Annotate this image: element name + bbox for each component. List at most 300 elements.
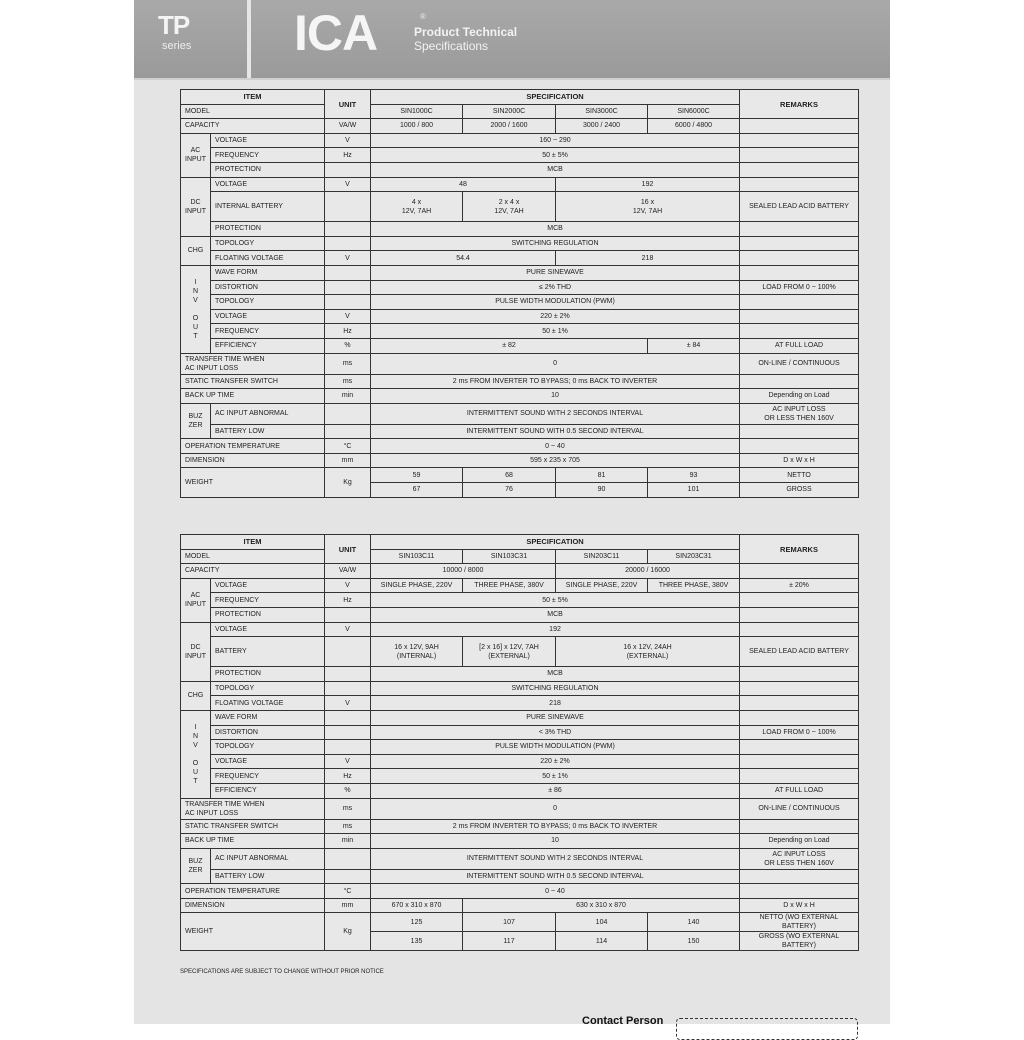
table-cell [740, 593, 859, 608]
series-label: series [162, 40, 192, 52]
table-cell: 114 [556, 932, 648, 951]
table-cell: INTERMITTENT SOUND WITH 0.5 SECOND INTERVAL [371, 424, 740, 439]
table-cell: DC INPUT [181, 177, 211, 236]
table-cell [325, 192, 371, 222]
table-cell: THREE PHASE, 380V [463, 578, 556, 593]
table-row [181, 798, 859, 819]
table-row [181, 119, 859, 134]
table-cell [325, 222, 371, 237]
table-cell: SIN2000C [463, 104, 556, 119]
table-cell: BUZ ZER [181, 848, 211, 884]
table-row [181, 222, 859, 237]
table-cell: SWITCHING REGULATION [371, 236, 740, 251]
table-row [181, 162, 859, 177]
table-cell: V [325, 754, 371, 769]
table-cell: CHG [181, 236, 211, 265]
table-cell [740, 710, 859, 725]
table-cell [325, 848, 371, 869]
table-cell: MCB [371, 607, 740, 622]
table-cell: MCB [371, 667, 740, 682]
table-row [181, 251, 859, 266]
table-cell: 2000 / 1600 [463, 119, 556, 134]
series-code: TP [158, 10, 190, 40]
table-cell: PURE SINEWAVE [371, 265, 740, 280]
table-cell: GROSS (WO EXTERNAL BATTERY) [740, 932, 859, 951]
table-cell: INTERMITTENT SOUND WITH 2 SECONDS INTERVAL [371, 848, 740, 869]
table-cell: TOPOLOGY [211, 236, 325, 251]
table-cell: Hz [325, 769, 371, 784]
table-cell: MODEL [181, 549, 325, 564]
column-header: UNIT [325, 90, 371, 119]
table-cell: PROTECTION [211, 607, 325, 622]
table-cell: 93 [648, 468, 740, 483]
table-cell [325, 295, 371, 310]
table-cell: V [325, 133, 371, 148]
table-cell: CAPACITY [181, 119, 325, 134]
table-cell: SIN3000C [556, 104, 648, 119]
table-cell [325, 265, 371, 280]
table-cell: PROTECTION [211, 667, 325, 682]
table-cell: VA/W [325, 119, 371, 134]
header-band [134, 0, 890, 80]
table-cell: TOPOLOGY [211, 295, 325, 310]
table-row [181, 535, 859, 550]
table-cell: V [325, 622, 371, 637]
table-cell: NETTO [740, 468, 859, 483]
table-row [181, 468, 859, 483]
table-cell [740, 667, 859, 682]
table-cell: 1000 / 800 [371, 119, 463, 134]
table-cell: 50 ± 1% [371, 769, 740, 784]
table-cell: V [325, 251, 371, 266]
table-cell: 218 [371, 696, 740, 711]
column-header: REMARKS [740, 535, 859, 564]
table-cell [740, 607, 859, 622]
table-cell: 67 [371, 483, 463, 498]
table-cell: PURE SINEWAVE [371, 710, 740, 725]
table-cell: 59 [371, 468, 463, 483]
table-row [181, 295, 859, 310]
table-row [181, 622, 859, 637]
spec-table-large-models [180, 534, 859, 951]
table-row [181, 848, 859, 869]
table-cell: NETTO (WO EXTERNAL BATTERY) [740, 913, 859, 932]
table-cell: I N V O U T [181, 710, 211, 798]
table-cell: 218 [556, 251, 740, 266]
table-cell [325, 236, 371, 251]
table-cell: MCB [371, 162, 740, 177]
table-cell: DISTORTION [211, 725, 325, 740]
table-cell: V [325, 696, 371, 711]
table-cell: % [325, 783, 371, 798]
table-cell: VA/W [325, 564, 371, 579]
table-cell: °C [325, 439, 371, 454]
table-cell: SEALED LEAD ACID BATTERY [740, 192, 859, 222]
table-row [181, 637, 859, 667]
table-cell [740, 295, 859, 310]
table-cell: AC INPUT [181, 578, 211, 622]
table-cell: ± 84 [648, 338, 740, 353]
table-cell: TRANSFER TIME WHEN AC INPUT LOSS [181, 798, 325, 819]
table-cell [740, 236, 859, 251]
table-cell: 0 [371, 798, 740, 819]
table-cell: 90 [556, 483, 648, 498]
table-cell: 3000 / 2400 [556, 119, 648, 134]
table-cell: BACK UP TIME [181, 389, 325, 404]
table-cell: 160 ~ 290 [371, 133, 740, 148]
table-cell: 50 ± 1% [371, 324, 740, 339]
table-cell: Hz [325, 324, 371, 339]
table-cell: ≤ 2% THD [371, 280, 740, 295]
table-cell: V [325, 578, 371, 593]
table-cell: 140 [648, 913, 740, 932]
table-cell: 16 x 12V, 7AH [556, 192, 740, 222]
table-row [181, 133, 859, 148]
spec-table-small-models [180, 89, 859, 498]
table-cell: WAVE FORM [211, 265, 325, 280]
table-cell: PULSE WIDTH MODULATION (PWM) [371, 295, 740, 310]
table-row [181, 192, 859, 222]
table-cell: 101 [648, 483, 740, 498]
table-cell: BATTERY LOW [211, 424, 325, 439]
table-cell: 16 x 12V, 9AH (INTERNAL) [371, 637, 463, 667]
table-cell [325, 740, 371, 755]
column-header: ITEM [181, 535, 325, 550]
table-cell: I N V O U T [181, 265, 211, 353]
table-cell: ON-LINE / CONTINUOUS [740, 798, 859, 819]
table-cell: GROSS [740, 483, 859, 498]
table-cell: mm [325, 453, 371, 468]
table-cell: DIMENSION [181, 453, 325, 468]
table-cell: min [325, 834, 371, 849]
table-cell: OPERATION TEMPERATURE [181, 439, 325, 454]
table-cell: FREQUENCY [211, 769, 325, 784]
doc-title-line1: Product Technical [414, 25, 518, 39]
table-cell: AT FULL LOAD [740, 783, 859, 798]
table-cell: FREQUENCY [211, 324, 325, 339]
table-cell [325, 725, 371, 740]
table-cell: 2 ms FROM INVERTER TO BYPASS; 0 ms BACK TO INVERTER [371, 374, 740, 389]
table-cell: MODEL [181, 104, 325, 119]
table-row [181, 593, 859, 608]
table-cell: 50 ± 5% [371, 148, 740, 163]
table-cell: SINGLE PHASE, 220V [556, 578, 648, 593]
table-cell: EFFICIENCY [211, 338, 325, 353]
table-cell: FREQUENCY [211, 593, 325, 608]
table-cell [325, 667, 371, 682]
table-cell [325, 637, 371, 667]
table-cell: ms [325, 353, 371, 374]
table-cell: OPERATION TEMPERATURE [181, 884, 325, 899]
table-row [181, 424, 859, 439]
brand-logo: ICA [294, 5, 378, 61]
table-row [181, 177, 859, 192]
table-cell: TOPOLOGY [211, 740, 325, 755]
table-row [181, 389, 859, 404]
doc-title-line2: Specifications [414, 39, 489, 53]
table-cell: min [325, 389, 371, 404]
table-cell: Depending on Load [740, 389, 859, 404]
table-row [181, 564, 859, 579]
table-cell [325, 424, 371, 439]
table-row [181, 280, 859, 295]
table-cell: WEIGHT [181, 913, 325, 951]
table-cell: AC INPUT ABNORMAL [211, 403, 325, 424]
table-cell: DISTORTION [211, 280, 325, 295]
table-cell [740, 119, 859, 134]
table-cell: 670 x 310 x 870 [371, 898, 463, 913]
table-cell: WEIGHT [181, 468, 325, 497]
table-cell: 6000 / 4800 [648, 119, 740, 134]
table-row [181, 754, 859, 769]
table-cell: AC INPUT ABNORMAL [211, 848, 325, 869]
table-cell: DC INPUT [181, 622, 211, 681]
table-cell [325, 607, 371, 622]
table-cell: 104 [556, 913, 648, 932]
table-cell: VOLTAGE [211, 622, 325, 637]
table-cell: ms [325, 819, 371, 834]
table-cell: FREQUENCY [211, 148, 325, 163]
table-cell: 117 [463, 932, 556, 951]
table-cell: 192 [371, 622, 740, 637]
table-cell: SWITCHING REGULATION [371, 681, 740, 696]
table-row [181, 696, 859, 711]
table-cell: BACK UP TIME [181, 834, 325, 849]
table-cell [740, 177, 859, 192]
table-row [181, 884, 859, 899]
table-cell: VOLTAGE [211, 309, 325, 324]
table-cell: SEALED LEAD ACID BATTERY [740, 637, 859, 667]
header-divider [247, 0, 251, 78]
table-cell: LOAD FROM 0 ~ 100% [740, 725, 859, 740]
table-cell [740, 869, 859, 884]
table-cell: V [325, 177, 371, 192]
table-row [181, 265, 859, 280]
footnote: SPECIFICATIONS ARE SUBJECT TO CHANGE WITHOUT PRIOR NOTICE [180, 969, 384, 975]
table-cell: 595 x 235 x 705 [371, 453, 740, 468]
table-cell [740, 222, 859, 237]
table-cell: FLOATING VOLTAGE [211, 251, 325, 266]
table-cell: VOLTAGE [211, 177, 325, 192]
table-cell [325, 162, 371, 177]
table-cell: 10 [371, 834, 740, 849]
table-cell [740, 424, 859, 439]
table-cell: EFFICIENCY [211, 783, 325, 798]
table-row [181, 439, 859, 454]
table-row [181, 819, 859, 834]
table-cell: Kg [325, 468, 371, 497]
table-cell: SIN203C11 [556, 549, 648, 564]
table-cell [325, 869, 371, 884]
table-cell: ms [325, 374, 371, 389]
table-cell [740, 696, 859, 711]
table-cell: % [325, 338, 371, 353]
table-cell: VOLTAGE [211, 133, 325, 148]
table-cell: CAPACITY [181, 564, 325, 579]
table-cell: TRANSFER TIME WHEN AC INPUT LOSS [181, 353, 325, 374]
table-cell: PROTECTION [211, 162, 325, 177]
table-cell: ± 20% [740, 578, 859, 593]
table-row [181, 725, 859, 740]
table-cell: 192 [556, 177, 740, 192]
table-cell: VOLTAGE [211, 578, 325, 593]
table-cell: BATTERY [211, 637, 325, 667]
column-header: ITEM [181, 90, 325, 105]
table-cell: INTERNAL BATTERY [211, 192, 325, 222]
table-cell [740, 754, 859, 769]
table-cell [740, 439, 859, 454]
table-cell: 10 [371, 389, 740, 404]
table-cell: 0 ~ 40 [371, 439, 740, 454]
table-cell: AC INPUT LOSS OR LESS THEN 160V [740, 848, 859, 869]
table-cell: VOLTAGE [211, 754, 325, 769]
table-cell: STATIC TRANSFER SWITCH [181, 374, 325, 389]
table-row [181, 740, 859, 755]
table-cell [740, 740, 859, 755]
table-cell [740, 622, 859, 637]
table-row [181, 607, 859, 622]
table-cell: D x W x H [740, 898, 859, 913]
table-cell: 4 x 12V, 7AH [371, 192, 463, 222]
table-cell: mm [325, 898, 371, 913]
table-cell [740, 374, 859, 389]
table-cell [740, 251, 859, 266]
table-cell: SIN203C31 [648, 549, 740, 564]
table-cell [740, 162, 859, 177]
table-cell: 16 x 12V, 24AH (EXTERNAL) [556, 637, 740, 667]
table-cell: 54.4 [371, 251, 556, 266]
table-cell: 81 [556, 468, 648, 483]
table-cell [740, 133, 859, 148]
table-cell [740, 564, 859, 579]
table-cell: AC INPUT [181, 133, 211, 177]
table-cell: 150 [648, 932, 740, 951]
table-cell [740, 819, 859, 834]
table-cell: 220 ± 2% [371, 754, 740, 769]
table-cell: WAVE FORM [211, 710, 325, 725]
table-cell: MCB [371, 222, 740, 237]
registered-mark: ® [420, 12, 426, 21]
table-row [181, 236, 859, 251]
table-cell: SIN6000C [648, 104, 740, 119]
table-row [181, 898, 859, 913]
table-cell: BATTERY LOW [211, 869, 325, 884]
table-cell: FLOATING VOLTAGE [211, 696, 325, 711]
table-cell: Hz [325, 593, 371, 608]
table-cell: 76 [463, 483, 556, 498]
table-row [181, 578, 859, 593]
table-cell [325, 681, 371, 696]
table-cell: 125 [371, 913, 463, 932]
table-row [181, 148, 859, 163]
table-cell [325, 403, 371, 424]
table-cell [325, 710, 371, 725]
table-cell [325, 280, 371, 295]
table-cell: DIMENSION [181, 898, 325, 913]
table-cell: ± 82 [371, 338, 648, 353]
table-cell: 0 [371, 353, 740, 374]
table-cell: SIN1000C [371, 104, 463, 119]
contact-person-field[interactable] [676, 1018, 858, 1040]
column-header: SPECIFICATION [371, 535, 740, 550]
table-cell: PROTECTION [211, 222, 325, 237]
spec-sheet-page [134, 0, 890, 1027]
table-cell: 107 [463, 913, 556, 932]
table-cell: 10000 / 8000 [371, 564, 556, 579]
table-cell: 20000 / 16000 [556, 564, 740, 579]
table-cell: [2 x 16] x 12V, 7AH (EXTERNAL) [463, 637, 556, 667]
table-cell: 50 ± 5% [371, 593, 740, 608]
table-cell: AC INPUT LOSS OR LESS THEN 160V [740, 403, 859, 424]
table-row [181, 769, 859, 784]
column-header: REMARKS [740, 90, 859, 119]
table-cell: SINGLE PHASE, 220V [371, 578, 463, 593]
table-cell: CHG [181, 681, 211, 710]
table-cell [740, 148, 859, 163]
table-cell: °C [325, 884, 371, 899]
table-row [181, 338, 859, 353]
column-header: UNIT [325, 535, 371, 564]
table-cell: INTERMITTENT SOUND WITH 0.5 SECOND INTERVAL [371, 869, 740, 884]
table-row [181, 681, 859, 696]
table-cell: 48 [371, 177, 556, 192]
table-cell: AT FULL LOAD [740, 338, 859, 353]
table-cell: ± 86 [371, 783, 740, 798]
table-cell: 630 x 310 x 870 [463, 898, 740, 913]
table-row [181, 667, 859, 682]
table-cell: SIN103C31 [463, 549, 556, 564]
table-row [181, 869, 859, 884]
table-cell: TOPOLOGY [211, 681, 325, 696]
table-cell: Kg [325, 913, 371, 951]
table-cell: SIN103C11 [371, 549, 463, 564]
table-cell: 2 ms FROM INVERTER TO BYPASS; 0 ms BACK TO INVERTER [371, 819, 740, 834]
table-row [181, 309, 859, 324]
table-cell: Hz [325, 148, 371, 163]
table-cell [740, 324, 859, 339]
table-cell [740, 309, 859, 324]
table-row [181, 374, 859, 389]
table-row [181, 324, 859, 339]
table-cell: 0 ~ 40 [371, 884, 740, 899]
table-cell [740, 681, 859, 696]
table-row [181, 710, 859, 725]
table-cell: THREE PHASE, 380V [648, 578, 740, 593]
table-cell: ms [325, 798, 371, 819]
table-row [181, 783, 859, 798]
table-cell: 220 ± 2% [371, 309, 740, 324]
table-cell: STATIC TRANSFER SWITCH [181, 819, 325, 834]
table-cell [740, 769, 859, 784]
table-cell: LOAD FROM 0 ~ 100% [740, 280, 859, 295]
table-cell: INTERMITTENT SOUND WITH 2 SECONDS INTERVAL [371, 403, 740, 424]
table-cell: PULSE WIDTH MODULATION (PWM) [371, 740, 740, 755]
table-cell: 68 [463, 468, 556, 483]
contact-person-label: Contact Person [582, 1015, 664, 1027]
table-row [181, 913, 859, 932]
table-row [181, 453, 859, 468]
table-cell: 135 [371, 932, 463, 951]
table-cell: BUZ ZER [181, 403, 211, 439]
table-row [181, 353, 859, 374]
table-cell: ON-LINE / CONTINUOUS [740, 353, 859, 374]
table-row [181, 834, 859, 849]
table-row [181, 403, 859, 424]
table-cell: < 3% THD [371, 725, 740, 740]
table-cell: V [325, 309, 371, 324]
table-cell [740, 265, 859, 280]
table-cell: D x W x H [740, 453, 859, 468]
